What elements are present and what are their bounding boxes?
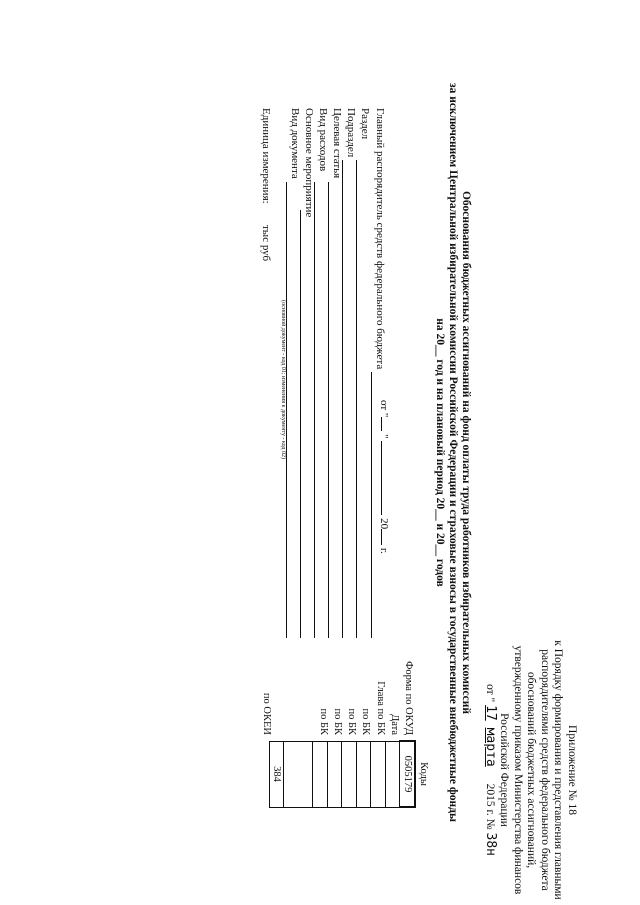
field-line-subsection xyxy=(342,160,343,638)
unit-label: Единица измерения: xyxy=(260,108,272,204)
appendix-order-number: 38н xyxy=(483,832,498,856)
code-value-bk xyxy=(328,741,343,807)
code-label-okud: Форма по ОКУД xyxy=(403,661,414,735)
appendix-line: обоснований бюджетных ассигнований, xyxy=(525,671,538,869)
code-value-bk xyxy=(342,741,357,807)
document-title-line-3: на 20__ год и на плановый период 20__ и 20__ годов xyxy=(434,318,446,587)
appendix-date-day: 17 xyxy=(483,705,498,721)
code-value-okei: 384 xyxy=(270,741,285,807)
appendix-block xyxy=(483,640,579,900)
unit-value: тыс руб xyxy=(260,225,272,262)
appendix-line: к Порядку формирования и представления главными xyxy=(552,640,565,900)
code-label-okei: по ОКЕИ xyxy=(261,692,272,735)
field-line-document-type xyxy=(286,182,287,638)
code-value-blank xyxy=(284,741,313,807)
appendix-date: от " 17 марта 2015 г. № 38н xyxy=(483,683,498,856)
field-label-main-activity: Основное мероприятие xyxy=(303,108,315,218)
document-type-note: (основной документ - код 01; изменения к документу - код 02) xyxy=(280,300,286,459)
code-label-bk: по БК xyxy=(360,708,371,735)
field-label-target-article: Целевая статья xyxy=(331,108,343,179)
code-value-bk-head xyxy=(371,741,386,807)
field-label-section: Раздел xyxy=(359,108,371,140)
code-value-okud: 0505179 xyxy=(400,741,415,807)
field-line-main-activity xyxy=(300,210,301,638)
code-label-date: Дата xyxy=(389,714,400,735)
date-line: от " " 20 г. xyxy=(378,400,390,554)
codes-table xyxy=(269,740,432,808)
document-title-line-2: за исключением Центральной избирательной комиссии Российской Федерации и страховые взносы в государственные внебюджетные фонды xyxy=(447,83,459,822)
document-title-line-1: Обоснования бюджетных ассигнований на фонд оплаты труда работников избирательных комиссий xyxy=(460,190,472,714)
field-label-document-type: Вид документа xyxy=(289,108,301,179)
appendix-line: утвержденному приказом Министерства финансов xyxy=(512,645,524,895)
code-label-bk-head: Глава по БК xyxy=(375,681,386,735)
field-line-main-distributor xyxy=(371,372,372,638)
code-label-bk: по БК xyxy=(332,708,343,735)
code-value-date xyxy=(386,741,401,807)
field-label-subsection: Подраздел xyxy=(345,108,357,158)
code-label-bk: по БК xyxy=(346,708,357,735)
field-label-expense-type: Вид расходов xyxy=(317,108,329,172)
appendix-line: Российской Федерации xyxy=(498,713,511,827)
field-label-main-distributor: Главный распорядитель средств федерального бюджета xyxy=(374,108,386,370)
code-label-bk: по БК xyxy=(318,708,329,735)
code-value-bk xyxy=(357,741,372,807)
code-value-bk xyxy=(313,741,328,807)
field-line-expense-type xyxy=(314,182,315,638)
appendix-date-month: марта xyxy=(483,727,498,767)
field-line-target-article xyxy=(328,182,329,638)
appendix-line: распорядителями средств федерального бюджета xyxy=(539,649,551,891)
field-line-section xyxy=(356,160,357,638)
appendix-number: Приложение № 18 xyxy=(566,725,578,815)
codes-header: Коды xyxy=(418,762,430,786)
